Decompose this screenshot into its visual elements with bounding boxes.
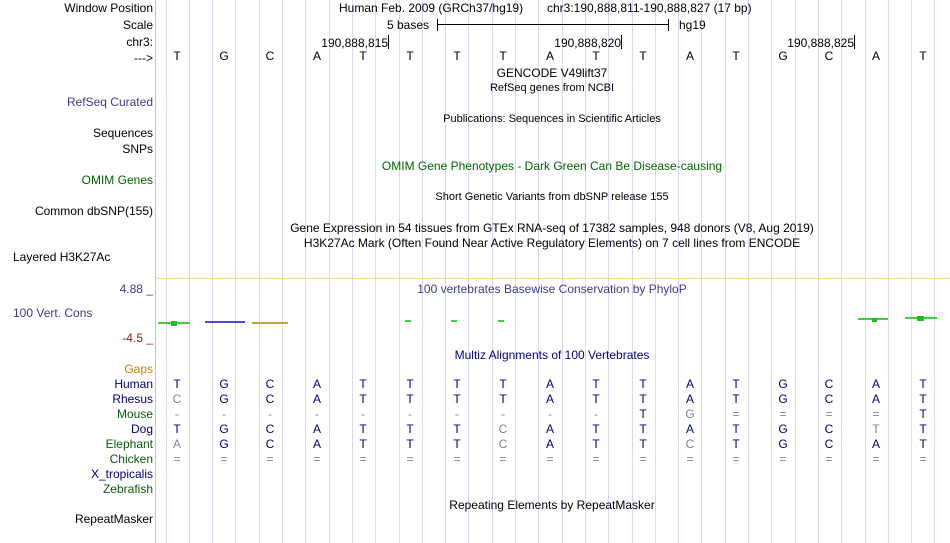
alignment-base: C: [172, 392, 182, 406]
alignment-base: T: [453, 392, 461, 406]
phylop-bar: [171, 321, 177, 326]
dbsnp-track-title: Short Genetic Variants from dbSNP release 155: [435, 191, 669, 203]
alignment-base: T: [592, 377, 600, 391]
species-label[interactable]: Chicken: [109, 452, 153, 466]
alignment-base: A: [545, 422, 554, 436]
sequence-base: T: [453, 49, 461, 63]
grid-line: [701, 0, 702, 543]
alignment-base: A: [172, 437, 181, 451]
alignment-base: T: [173, 422, 181, 436]
phylop-bar: [205, 321, 245, 323]
alignment-base: G: [778, 377, 788, 391]
grid-line: [305, 0, 306, 543]
alignment-base: C: [265, 422, 275, 436]
snps-track-label[interactable]: SNPs: [122, 142, 153, 156]
alignment-base: G: [778, 437, 788, 451]
alignment-base: =: [453, 452, 461, 466]
alignment-base: T: [592, 422, 600, 436]
alignment-base: T: [919, 437, 927, 451]
alignment-base: T: [453, 377, 461, 391]
gencode-track-title: GENCODE V49lift37: [496, 66, 608, 80]
alignment-base: =: [639, 452, 647, 466]
alignment-base: -: [268, 407, 272, 421]
scale-bar: [437, 24, 669, 25]
alignment-base: =: [779, 452, 787, 466]
alignment-base: -: [408, 407, 412, 421]
refseq-track-title: RefSeq genes from NCBI: [489, 82, 615, 94]
alignment-base: T: [639, 437, 647, 451]
alignment-base: T: [592, 437, 600, 451]
alignment-base: C: [265, 377, 275, 391]
alignment-base: A: [312, 392, 321, 406]
sequence-base: T: [499, 49, 507, 63]
species-label[interactable]: Mouse: [116, 407, 153, 421]
repeatmasker-track-label[interactable]: RepeatMasker: [74, 512, 153, 526]
alignment-base: T: [919, 422, 927, 436]
publications-track-title: Publications: Sequences in Scientific Articles: [443, 113, 661, 125]
ruler-tick: [854, 35, 855, 49]
sequence-base: T: [359, 49, 367, 63]
grid-line: [911, 0, 912, 543]
alignment-base: T: [639, 407, 647, 421]
phylop-track-label[interactable]: 100 Vert. Cons: [13, 306, 93, 320]
grid-line: [189, 0, 190, 543]
sequence-base: G: [778, 49, 788, 63]
sequence-base: T: [919, 49, 927, 63]
gaps-track-label[interactable]: Gaps: [124, 362, 153, 376]
grid-line: [422, 0, 423, 543]
phylop-bar: [917, 316, 924, 321]
chrom-label: chr3:: [126, 35, 153, 49]
alignment-base: T: [499, 377, 507, 391]
omim-track-title: OMIM Gene Phenotypes - Dark Green Can Be Disease-causing: [381, 159, 723, 173]
scale-text: 5 bases: [387, 18, 430, 32]
alignment-base: T: [359, 422, 367, 436]
grid-line: [888, 0, 889, 543]
alignment-base: =: [592, 452, 600, 466]
h3k27ac-track-title: H3K27Ac Mark (Often Found Near Active Regulatory Elements) on 7 cell lines from ENCODE: [303, 236, 801, 250]
ruler-tick-label: 190,888,825: [787, 36, 854, 50]
sequence-base: T: [592, 49, 600, 63]
grid-line: [841, 0, 842, 543]
repeatmasker-track-title: Repeating Elements by RepeatMasker: [449, 498, 655, 512]
alignment-base: T: [173, 377, 181, 391]
ruler-tick: [388, 35, 389, 49]
grid-line: [212, 0, 213, 543]
alignment-base: A: [685, 377, 694, 391]
phylop-bar: [405, 320, 411, 322]
alignment-base: -: [315, 407, 319, 421]
alignment-base: =: [872, 407, 880, 421]
sequences-track-label[interactable]: Sequences: [92, 126, 153, 140]
alignment-base: A: [871, 437, 880, 451]
alignment-base: T: [499, 392, 507, 406]
phylop-track-title: 100 vertebrates Basewise Conservation by PhyloP: [417, 282, 687, 296]
alignment-base: =: [266, 452, 274, 466]
sequence-base: T: [406, 49, 414, 63]
alignment-base: T: [639, 422, 647, 436]
alignment-base: C: [498, 437, 508, 451]
window-position-label: Window Position: [64, 1, 153, 15]
alignment-base: =: [825, 407, 833, 421]
alignment-base: -: [222, 407, 226, 421]
alignment-base: =: [220, 452, 228, 466]
alignment-base: G: [778, 422, 788, 436]
alignment-base: T: [453, 437, 461, 451]
alignment-base: A: [685, 422, 694, 436]
alignment-base: T: [732, 392, 740, 406]
grid-line: [678, 0, 679, 543]
alignment-base: A: [545, 437, 554, 451]
alignment-base: G: [219, 437, 229, 451]
assembly-title: Human Feb. 2009 (GRCh37/hg19): [339, 1, 524, 15]
alignment-base: C: [265, 437, 275, 451]
alignment-base: A: [312, 422, 321, 436]
alignment-base: T: [639, 377, 647, 391]
phylop-max-label: 4.88 _: [119, 282, 153, 296]
alignment-base: C: [824, 392, 834, 406]
alignment-base: -: [548, 407, 552, 421]
sequence-base: G: [219, 49, 229, 63]
alignment-base: T: [872, 422, 880, 436]
label-separator: [155, 0, 156, 543]
assembly-db-label: hg19: [679, 18, 706, 32]
omim-track-label[interactable]: OMIM Genes: [81, 173, 153, 187]
grid-line: [282, 0, 283, 543]
phylop-bar: [451, 320, 457, 322]
alignment-base: T: [359, 437, 367, 451]
ruler-tick-label: 190,888,820: [554, 36, 621, 50]
phylop-bar: [252, 322, 288, 324]
alignment-base: T: [406, 422, 414, 436]
alignment-base: T: [639, 392, 647, 406]
alignment-base: =: [546, 452, 554, 466]
grid-line: [468, 0, 469, 543]
h3k27ac-track-label[interactable]: Layered H3K27Ac: [13, 250, 111, 264]
scale-label: Scale: [122, 18, 153, 32]
phylop-bar: [872, 318, 877, 322]
alignment-base: C: [824, 437, 834, 451]
alignment-base: G: [219, 392, 229, 406]
sequence-base: T: [732, 49, 740, 63]
phylop-top-line: [155, 278, 950, 279]
alignment-base: T: [406, 437, 414, 451]
multiz-track-title: Multiz Alignments of 100 Vertebrates: [454, 348, 650, 362]
phylop-min-label: -4.5 _: [122, 331, 153, 345]
alignment-base: C: [824, 422, 834, 436]
species-label[interactable]: Dog: [130, 422, 153, 436]
window-position-text: chr3:190,888,811-190,888,827 (17 bp): [547, 1, 752, 15]
alignment-base: =: [825, 452, 833, 466]
alignment-base: A: [312, 437, 321, 451]
ruler-tick-label: 190,888,815: [321, 36, 388, 50]
alignment-base: T: [732, 422, 740, 436]
alignment-base: C: [498, 422, 508, 436]
sequence-base: A: [871, 49, 880, 63]
alignment-base: T: [359, 377, 367, 391]
gtex-track-title: Gene Expression in 54 tissues from GTEx RNA-seq of 17382 samples, 948 donors (V8, Aug 2019): [290, 221, 814, 235]
sequence-base: T: [639, 49, 647, 63]
alignment-base: T: [592, 392, 600, 406]
grid-line: [235, 0, 236, 543]
alignment-base: =: [686, 452, 694, 466]
dbsnp-track-label[interactable]: Common dbSNP(155): [34, 204, 153, 218]
ruler-tick: [621, 35, 622, 49]
grid-line: [771, 0, 772, 543]
species-label[interactable]: Human: [114, 377, 153, 391]
alignment-base: -: [361, 407, 365, 421]
alignment-base: =: [359, 452, 367, 466]
species-label[interactable]: Zebrafish: [102, 482, 153, 496]
strand-arrow-label[interactable]: --->: [134, 51, 153, 65]
alignment-base: T: [359, 392, 367, 406]
alignment-base: A: [871, 377, 880, 391]
sequence-base: A: [545, 49, 554, 63]
alignment-base: =: [313, 452, 321, 466]
alignment-base: T: [919, 377, 927, 391]
alignment-base: =: [872, 452, 880, 466]
alignment-base: A: [545, 377, 554, 391]
sequence-base: C: [265, 49, 275, 63]
alignment-base: G: [219, 377, 229, 391]
alignment-base: T: [919, 407, 927, 421]
alignment-base: T: [406, 392, 414, 406]
grid-line: [795, 0, 796, 543]
alignment-base: -: [501, 407, 505, 421]
alignment-base: T: [919, 392, 927, 406]
alignment-base: =: [732, 452, 740, 466]
alignment-base: =: [919, 452, 927, 466]
alignment-base: G: [219, 422, 229, 436]
grid-line: [934, 0, 935, 543]
alignment-base: =: [732, 407, 740, 421]
alignment-base: A: [312, 377, 321, 391]
sequence-base: C: [824, 49, 834, 63]
species-label[interactable]: X_tropicalis: [90, 467, 153, 481]
alignment-base: A: [545, 392, 554, 406]
alignment-base: =: [173, 452, 181, 466]
alignment-base: T: [732, 437, 740, 451]
grid-line: [655, 0, 656, 543]
species-label[interactable]: Rhesus: [112, 392, 153, 406]
alignment-base: G: [778, 392, 788, 406]
alignment-base: =: [779, 407, 787, 421]
alignment-base: =: [406, 452, 414, 466]
alignment-base: T: [732, 377, 740, 391]
alignment-base: T: [406, 377, 414, 391]
sequence-base: T: [173, 49, 181, 63]
grid-line: [748, 0, 749, 543]
alignment-base: A: [871, 392, 880, 406]
alignment-base: C: [824, 377, 834, 391]
alignment-base: A: [685, 392, 694, 406]
refseq-track-label[interactable]: RefSeq Curated: [66, 95, 153, 109]
alignment-base: C: [265, 392, 275, 406]
grid-line: [329, 0, 330, 543]
alignment-base: -: [455, 407, 459, 421]
alignment-base: C: [685, 437, 695, 451]
alignment-base: -: [594, 407, 598, 421]
alignment-base: -: [175, 407, 179, 421]
sequence-base: A: [312, 49, 321, 63]
grid-line: [375, 0, 376, 543]
scale-bar-right-tick: [668, 19, 669, 31]
alignment-base: =: [499, 452, 507, 466]
species-label[interactable]: Elephant: [105, 437, 153, 451]
alignment-base: G: [685, 407, 695, 421]
phylop-bar: [498, 320, 504, 322]
scale-bar-left-tick: [437, 19, 438, 31]
sequence-base: A: [685, 49, 694, 63]
alignment-base: T: [453, 422, 461, 436]
grid-line: [445, 0, 446, 543]
